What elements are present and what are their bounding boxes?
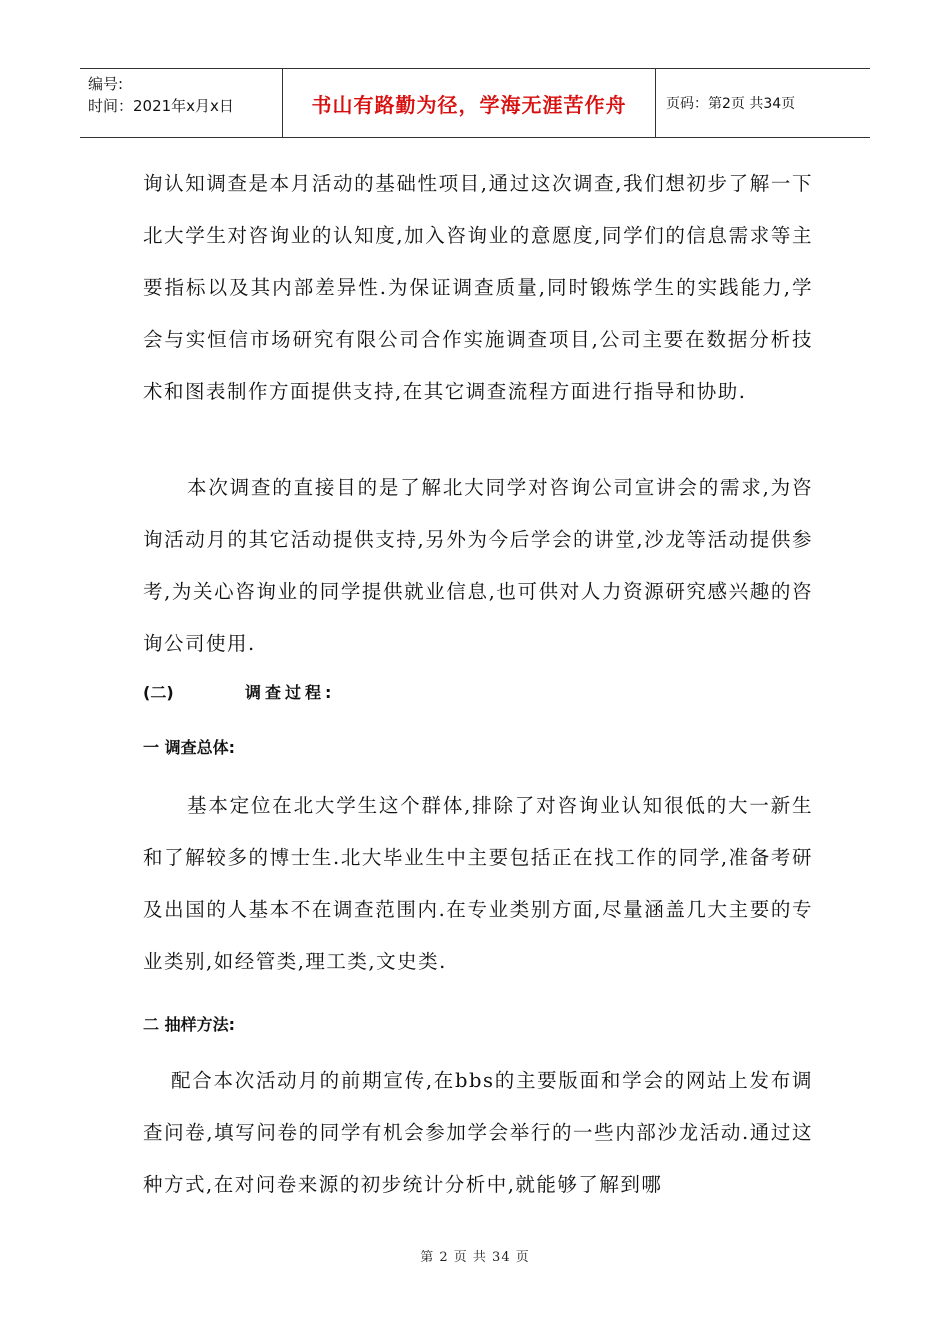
subsection-title-1: 一 调查总体: (143, 738, 235, 757)
section-number: (二) (143, 683, 174, 702)
body-paragraph-1: 询认知调查是本月活动的基础性项目,通过这次调查,我们想初步了解一下北大学生对咨询业的认知度,加入咨询业的意愿度,同学们的信息需求等主要指标以及其内部差异性.为保证调查质量,同时锻炼学生的实践能力,学会与实恒信市场研究有限公司合作实施调查项目,公司主要在数据分析技术和图表制作方面提供支持,在其它调查流程方面进行指导和协助. (143, 172, 813, 403)
header-motto-cell (283, 69, 656, 137)
section-title: 调查过程: (245, 683, 336, 702)
body-paragraph-4: 配合本次活动月的前期宣传,在bbs的主要版面和学会的网站上发布调查问卷,填写问卷的同学有机会参加学会举行的一些内部沙龙活动.通过这种方式,在对问卷来源的初步统计分析中,就能够了解到哪 (143, 1069, 813, 1196)
header-meta (80, 69, 283, 137)
subsection-title-2: 二 抽样方法: (143, 1015, 235, 1034)
document-time-label: 时间：2021年x月x日 (88, 97, 234, 115)
body-paragraph-3: 基本定位在北大学生这个群体,排除了对咨询业认知很低的大一新生和了解较多的博士生.北大毕业生中主要包括正在找工作的同学,准备考研及出国的人基本不在调查范围内.在专业类别方面,尽量涵盖几大主要的专业类别,如经管类,理工类,文史类. (143, 794, 813, 973)
header-motto: 书山有路勤为径，学海无涯苦作舟 (311, 92, 627, 117)
header-page-info: 页码：第2页 共34页 (666, 96, 796, 112)
document-number-label: 编号: (88, 75, 124, 93)
body-paragraph-2: 本次调查的直接目的是了解北大同学对咨询公司宣讲会的需求,为咨询活动月的其它活动提供支持,另外为今后学会的讲堂,沙龙等活动提供参考,为关心咨询业的同学提供就业信息,也可供对人力资源研究感兴趣的咨询公司使用. (143, 476, 813, 655)
page-header (80, 68, 870, 138)
header-page-info-cell (656, 69, 870, 137)
page-footer: 第 2 页 共 34 页 (420, 1250, 530, 1265)
